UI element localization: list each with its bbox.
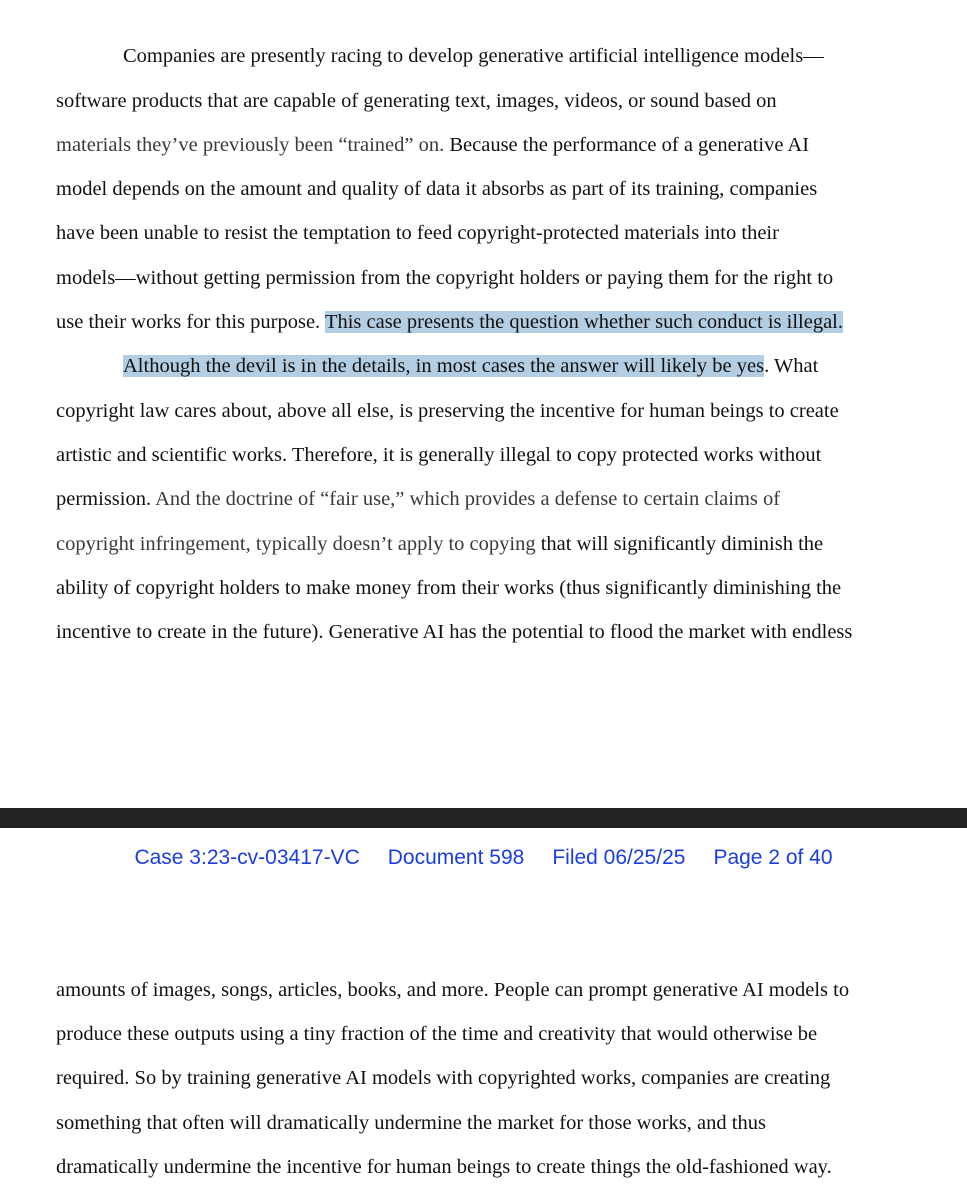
- paragraph-line-19: [56, 1152, 832, 1182]
- page-divider: [0, 808, 967, 828]
- paragraph-line-11: [56, 484, 780, 514]
- paragraph-line-6: [56, 263, 833, 293]
- case-header: [0, 846, 967, 878]
- line-text: copyright law cares about, above all else, is preserving the incentive for human beings to create: [56, 400, 839, 422]
- paragraph-line-5: [56, 218, 779, 248]
- page-number: Page 2 of 40: [713, 846, 833, 869]
- paragraph-line-10: [56, 440, 821, 470]
- line-text: model depends on the amount and quality of data it absorbs as part of its training, companies: [56, 178, 818, 200]
- paragraph-line-8: [123, 351, 818, 381]
- paragraph-line-16: [56, 1019, 817, 1049]
- line-text: Companies are presently racing to develop generative artificial intelligence models—: [123, 45, 824, 67]
- paragraph-line-1: [123, 41, 824, 71]
- line-text: required. So by training generative AI models with copyrighted works, companies are creating: [56, 1067, 831, 1089]
- paragraph-line-9: [56, 396, 839, 426]
- paragraph-line-13: [56, 573, 841, 603]
- line-text: artistic and scientific works. Therefore, it is generally illegal to copy protected works without: [56, 444, 822, 466]
- paragraph-line-17: [56, 1063, 830, 1093]
- line-text: use their works for this purpose.: [56, 311, 325, 333]
- line-text: . What: [764, 355, 819, 377]
- document-number: Document 598: [387, 846, 525, 869]
- line-text: Because the performance of a generative AI: [444, 134, 810, 156]
- line-text: amounts of images, songs, articles, books, and more. People can prompt generative AI models to: [56, 979, 850, 1001]
- paragraph-line-3: [56, 130, 809, 160]
- line-text: permission.: [56, 488, 152, 510]
- paragraph-line-18: [56, 1108, 766, 1138]
- paragraph-line-12: [56, 529, 823, 559]
- paragraph-line-15: [56, 975, 849, 1005]
- line-text: something that often will dramatically undermine the market for those works, and thus: [56, 1112, 766, 1134]
- paragraph-line-14: [56, 617, 852, 647]
- line-text: incentive to create in the future). Generative AI has the potential to flood the market with endless: [56, 621, 853, 643]
- paragraph-line-7: [56, 307, 843, 337]
- line-text: models—without getting permission from the copyright holders or paying them for the right to: [56, 267, 834, 289]
- line-text-gray: copyright infringement, typically doesn’t apply to copying: [56, 533, 536, 555]
- line-text-gray: materials they’ve previously been “trained” on.: [56, 134, 445, 156]
- line-text: have been unable to resist the temptation to feed copyright-protected materials into their: [56, 222, 779, 244]
- line-text: ability of copyright holders to make money from their works (thus significantly diminishing the: [56, 577, 842, 599]
- highlighted-text[interactable]: This case presents the question whether such conduct is illegal.: [324, 311, 843, 333]
- filed-date: Filed 06/25/25: [552, 846, 686, 869]
- highlighted-text[interactable]: Although the devil is in the details, in most cases the answer will likely be yes: [123, 355, 765, 377]
- line-text: dramatically undermine the incentive for human beings to create things the old-fashioned way.: [56, 1156, 832, 1178]
- line-text-gray: And the doctrine of “fair use,” which provides a defense to certain claims of: [151, 488, 781, 510]
- line-text: produce these outputs using a tiny fraction of the time and creativity that would otherwise be: [56, 1023, 818, 1045]
- paragraph-line-2: [56, 86, 777, 116]
- paragraph-line-4: [56, 174, 817, 204]
- case-number: Case 3:23-cv-03417-VC: [134, 846, 360, 869]
- line-text: software products that are capable of generating text, images, videos, or sound based on: [56, 90, 777, 112]
- line-text: that will significantly diminish the: [535, 533, 824, 555]
